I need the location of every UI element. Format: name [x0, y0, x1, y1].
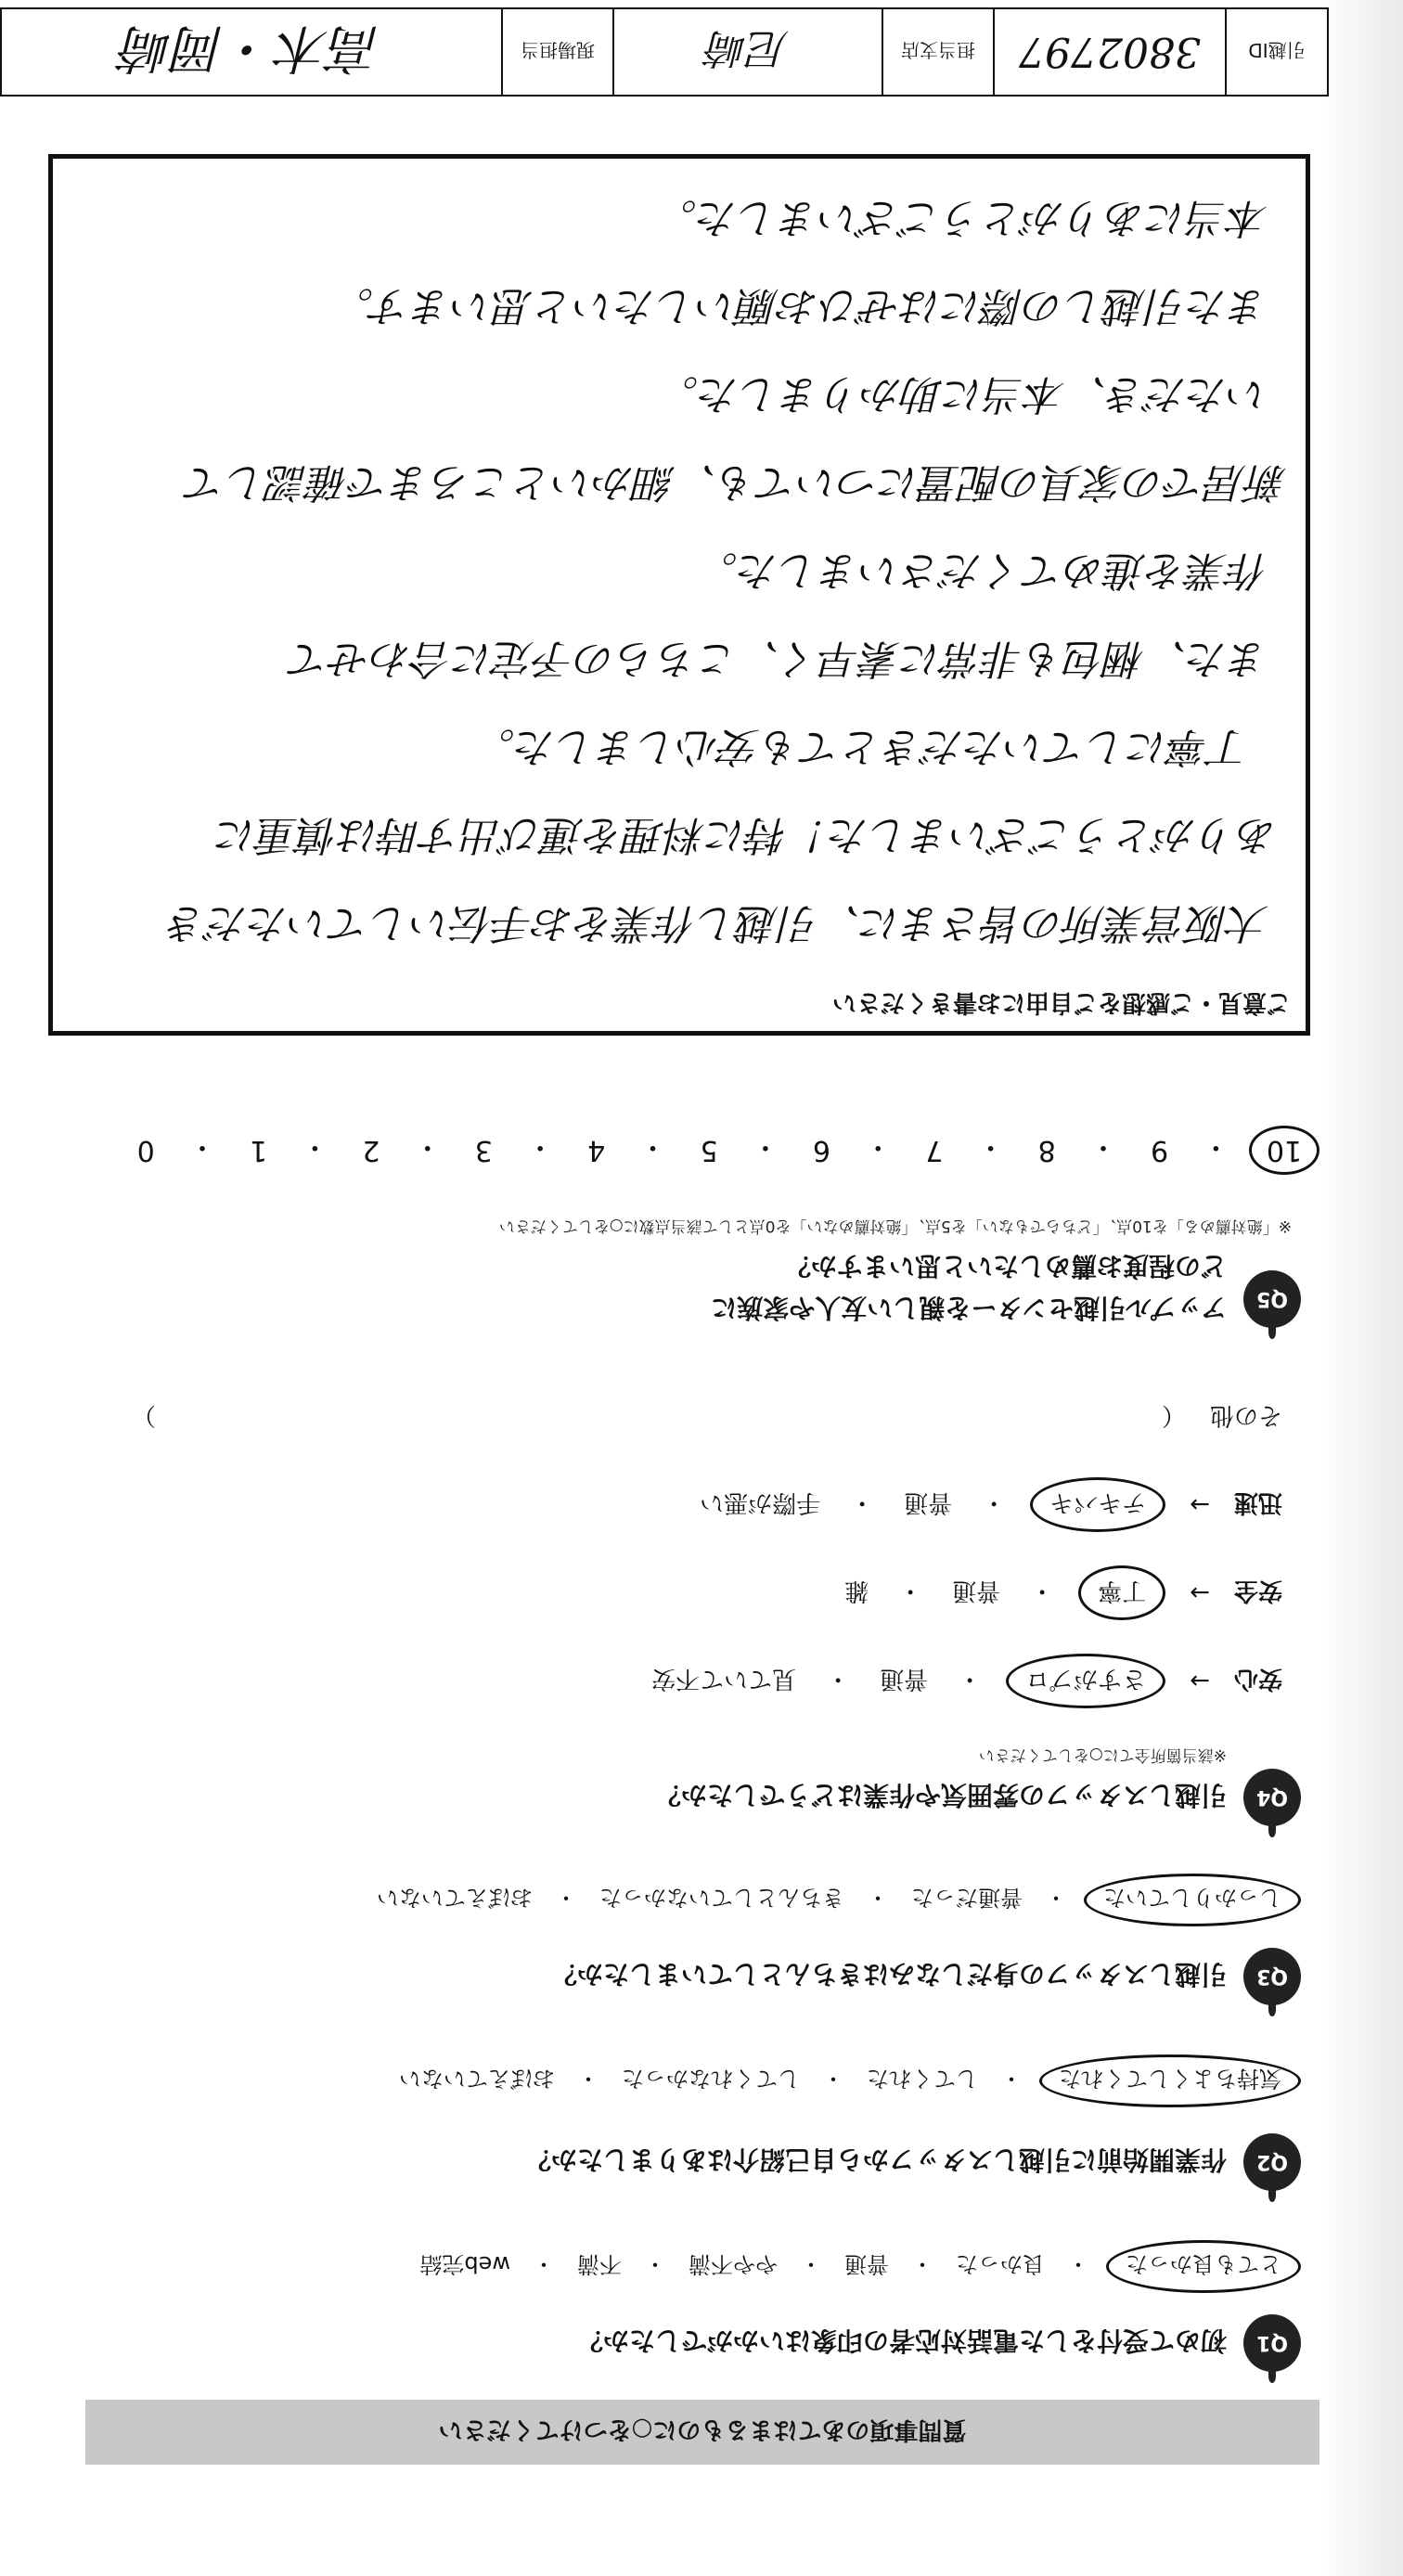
- q2-question: 作業開始前に引越しスタッフから自己紹介はありましたか？: [524, 2145, 1227, 2175]
- q5-score[interactable]: 6: [812, 1134, 831, 1166]
- q5-score[interactable]: 3: [474, 1134, 493, 1166]
- q5-score[interactable]: 2: [362, 1134, 380, 1166]
- q5-note: ※「絶対薦める」を10点、「どちらでもない」を5点、「絶対薦めない」を0点として該当点数に○をしてください: [498, 1217, 1292, 1235]
- q4-option[interactable]: 手際が悪い: [700, 1488, 821, 1516]
- branch-label: 担当支店: [882, 9, 993, 95]
- comment-line: 新居での家具の配置についても、細かいところまで確認して: [185, 458, 1287, 506]
- q4-note: ※該当箇所全てに○をしてください: [978, 1745, 1227, 1764]
- q4-row-label: 安全: [1233, 1577, 1282, 1604]
- q4-row-label: 安心: [1233, 1665, 1282, 1693]
- q1-question: 初めて受付をした電話対応者の印象はいかがでしたか？: [576, 2325, 1227, 2356]
- comment-line: 作業を進めてくださいました。: [697, 547, 1268, 594]
- header-table: [0, 7, 1329, 97]
- arrow-icon: →: [1190, 1490, 1210, 1519]
- q4-other-open: （: [1161, 1401, 1186, 1429]
- q2-options: 気持ちよくしてくれた ・ してくれた ・ してくれなかった ・ おぼえていない: [393, 2054, 1301, 2107]
- q3-option-selected[interactable]: しっかりしていた: [1084, 1874, 1301, 1926]
- id-value: 3802797: [993, 9, 1225, 95]
- q2-option-selected[interactable]: 気持ちよくしてくれた: [1039, 2054, 1301, 2107]
- comment-line: 丁寧にしていただきとても安心しました。: [474, 723, 1250, 770]
- q5-scale: 10 ・ 9 ・ 8 ・ 7 ・ 6 ・ 5 ・ 4 ・ 3 ・ 2 ・ 1 ・ 0: [122, 1126, 1319, 1175]
- q1-option[interactable]: 不満: [577, 2251, 622, 2277]
- q4-row-label: 迅速: [1233, 1488, 1282, 1516]
- q4-other-close: ）: [132, 1401, 157, 1429]
- comment-line: また引越しの際にはぜひお願いしたいと思います。: [332, 282, 1268, 329]
- q4-row-anzen: 安全 → 丁寧 ・ 普通 ・ 雑: [839, 1565, 1282, 1620]
- q4-option[interactable]: 普通: [952, 1577, 1001, 1604]
- comment-line: また、梱包も非常に素早く、こちらの予定に合わせて: [289, 635, 1268, 682]
- q5-score[interactable]: 8: [1037, 1134, 1056, 1166]
- q5-score[interactable]: 5: [700, 1134, 718, 1166]
- arrow-icon: →: [1190, 1667, 1210, 1695]
- q5-question-line2: どの程度お薦めしたいと思いますか？: [784, 1251, 1227, 1282]
- q5-score[interactable]: 9: [1151, 1134, 1169, 1166]
- q4-option[interactable]: 普通: [880, 1665, 929, 1693]
- q2-badge: Q2: [1243, 2133, 1301, 2191]
- comments-title: ご意見・ご感想をご自由にお書きください: [831, 988, 1291, 1016]
- q2-option[interactable]: おぼえていない: [399, 2066, 555, 2092]
- q3-question: 引越しスタッフの身だしなみはきちんとしていましたか？: [550, 1959, 1227, 1990]
- q1-option-selected[interactable]: とても良かった: [1106, 2240, 1301, 2293]
- q5-score[interactable]: 1: [250, 1134, 268, 1166]
- staff-label: 現場担当: [501, 9, 612, 95]
- staff-value: 高木・岡崎: [122, 18, 381, 78]
- q1-badge: Q1: [1243, 2314, 1301, 2372]
- comment-line: 大阪営業所の皆さまに、引越し作業をお手伝いしていただき: [166, 899, 1268, 947]
- q1-option[interactable]: web完結: [419, 2251, 510, 2277]
- q1-options: とても良かった ・ 良かった ・ 普通 ・ やや不満 ・ 不満 ・ web完結: [414, 2240, 1301, 2293]
- comments-box[interactable]: [48, 154, 1310, 1036]
- q4-other-row: [132, 1400, 1282, 1435]
- arrow-icon: →: [1190, 1578, 1210, 1607]
- q4-option[interactable]: 普通: [904, 1488, 953, 1516]
- q4-question: 引越しスタッフの雰囲気や作業はどうでしたか？: [654, 1780, 1227, 1810]
- q5-score[interactable]: 7: [925, 1134, 944, 1166]
- q5-score-selected[interactable]: 10: [1249, 1126, 1319, 1175]
- q1-option[interactable]: 良かった: [956, 2251, 1045, 2277]
- q3-options: しっかりしていた ・ 普通だった ・ きちんとしていなかった ・ おぼえていない: [371, 1874, 1301, 1926]
- scan-edge-shadow: [1319, 0, 1403, 2576]
- q4-option-selected[interactable]: 丁寧: [1078, 1565, 1165, 1620]
- q4-option[interactable]: 雑: [844, 1577, 869, 1604]
- id-label: 引越ID: [1225, 9, 1327, 95]
- q3-badge: Q3: [1243, 1948, 1301, 2005]
- q4-option[interactable]: 見ていて不安: [651, 1665, 797, 1693]
- q5-score[interactable]: 4: [587, 1134, 606, 1166]
- q4-row-anshin: 安心 → さすがプロ ・ 普通 ・ 見ていて不安: [646, 1654, 1282, 1708]
- comment-line: 本当にありがとうございました。: [656, 194, 1268, 241]
- comment-line: ありがとうございました！特に料理を運び出す時は慎重に: [216, 811, 1278, 858]
- q4-option-selected[interactable]: さすがプロ: [1006, 1654, 1165, 1708]
- q5-badge: Q5: [1243, 1270, 1301, 1328]
- instruction-bar: 質問事項のあてはまるものに○をつけてください: [85, 2400, 1319, 2465]
- q2-option[interactable]: してくれなかった: [622, 2066, 800, 2092]
- q5-question-line1: アップル引越センターを親しい友人や家族に: [711, 1293, 1227, 1323]
- q3-option[interactable]: きちんとしていなかった: [599, 1885, 844, 1911]
- q3-option[interactable]: おぼえていない: [377, 1885, 533, 1911]
- q2-option[interactable]: してくれた: [867, 2066, 978, 2092]
- q5-score[interactable]: 0: [136, 1134, 155, 1166]
- q4-row-jinsoku: 迅速 → テキパキ ・ 普通 ・ 手際が悪い: [694, 1477, 1282, 1532]
- q4-option-selected[interactable]: テキパキ: [1030, 1477, 1165, 1532]
- comment-line: いただき、本当に助かりました。: [657, 370, 1268, 418]
- q3-option[interactable]: 普通だった: [911, 1885, 1023, 1911]
- q1-option[interactable]: やや不満: [689, 2251, 778, 2277]
- q4-badge: Q4: [1243, 1769, 1301, 1826]
- q1-option[interactable]: 普通: [844, 2251, 889, 2277]
- q4-other-label: その他: [1209, 1401, 1282, 1429]
- branch-value: 尼崎: [612, 9, 882, 95]
